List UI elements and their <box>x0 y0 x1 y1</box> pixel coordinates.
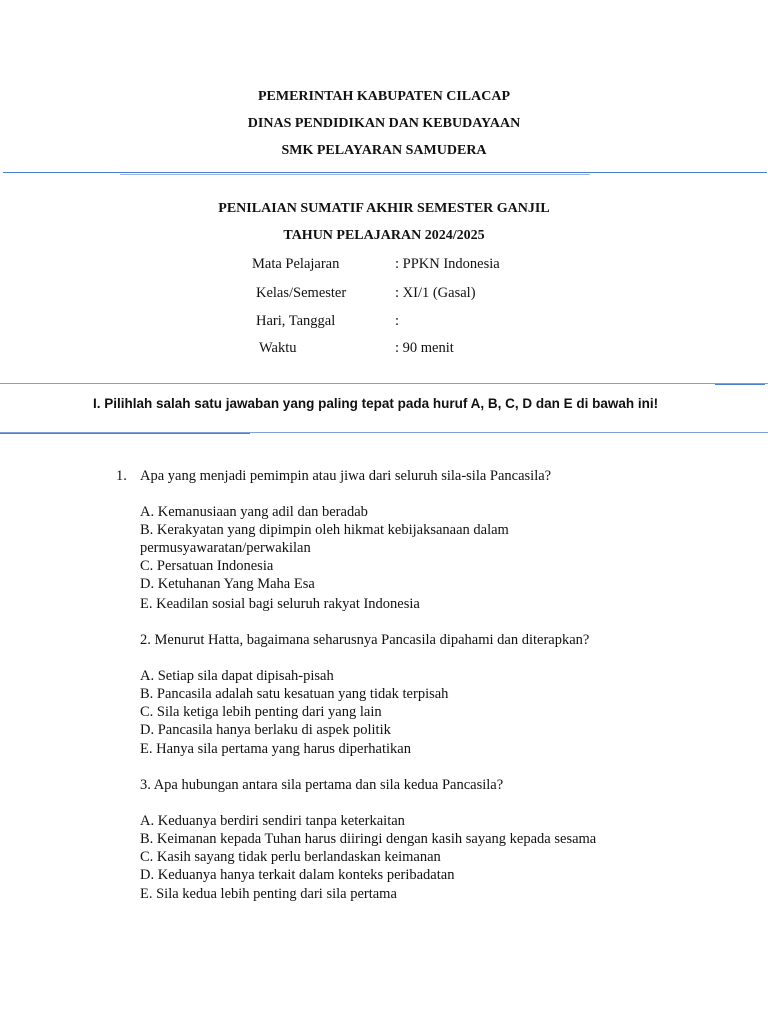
instruction-top-rule <box>0 383 768 384</box>
meta-label-class: Kelas/Semester <box>256 285 347 301</box>
question-2-option-d: D. Pancasila hanya berlaku di aspek politik <box>140 722 391 738</box>
instruction-text: I. Pilihlah salah satu jawaban yang paling tepat pada huruf A, B, C, D dan E di bawah ini! <box>93 396 659 411</box>
header-divider-shadow <box>120 174 590 175</box>
question-1-option-d: D. Ketuhanan Yang Maha Esa <box>140 576 315 592</box>
exam-title: PENILAIAN SUMATIF AKHIR SEMESTER GANJIL <box>218 201 550 216</box>
header-government: PEMERINTAH KABUPATEN CILACAP <box>257 89 510 104</box>
header-school: SMK PELAYARAN SAMUDERA <box>281 143 487 158</box>
meta-value-date: : <box>395 313 400 329</box>
question-2-option-c: C. Sila ketiga lebih penting dari yang lain <box>140 704 382 720</box>
question-2-option-e: E. Hanya sila pertama yang harus diperhatikan <box>140 741 411 757</box>
meta-value-time: : 90 menit <box>395 340 454 356</box>
header-department: DINAS PENDIDIKAN DAN KEBUDAYAAN <box>247 116 521 131</box>
question-3-text: 3. Apa hubungan antara sila pertama dan sila kedua Pancasila? <box>140 777 504 793</box>
meta-label-time: Waktu <box>259 340 297 356</box>
meta-value-subject: : PPKN Indonesia <box>395 256 500 272</box>
question-3-option-e: E. Sila kedua lebih penting dari sila pertama <box>140 886 397 902</box>
question-2-option-a: A. Setiap sila dapat dipisah-pisah <box>140 668 334 684</box>
question-1-option-b: B. Kerakyatan yang dipimpin oleh hikmat kebijaksanaan dalam permusyawaratan/perwakilan <box>140 522 509 556</box>
exam-year: TAHUN PELAJARAN 2024/2025 <box>283 228 485 243</box>
question-1-option-c: C. Persatuan Indonesia <box>140 558 274 574</box>
header-divider <box>3 172 767 173</box>
meta-label-date: Hari, Tanggal <box>256 313 336 329</box>
question-3-option-c: C. Kasih sayang tidak perlu berlandaskan keimanan <box>140 849 441 865</box>
question-1-text: Apa yang menjadi pemimpin atau jiwa dari seluruh sila-sila Pancasila? <box>140 468 552 484</box>
meta-value-class: : XI/1 (Gasal) <box>395 285 476 301</box>
question-3-option-b: B. Keimanan kepada Tuhan harus diiringi dengan kasih sayang kepada sesama <box>140 831 597 847</box>
question-2-text: 2. Menurut Hatta, bagaimana seharusnya Pancasila dipahami dan diterapkan? <box>140 632 590 648</box>
instruction-top-rule-accent <box>715 384 765 385</box>
question-1-number: 1. <box>116 468 127 484</box>
meta-label-subject: Mata Pelajaran <box>252 256 340 272</box>
question-3-option-d: D. Keduanya hanya terkait dalam konteks peribadatan <box>140 867 455 883</box>
question-1-option-a: A. Kemanusiaan yang adil dan beradab <box>140 504 368 520</box>
question-3-option-a: A. Keduanya berdiri sendiri tanpa keterkaitan <box>140 813 405 829</box>
question-1-option-e: E. Keadilan sosial bagi seluruh rakyat Indonesia <box>140 596 420 612</box>
question-2-option-b: B. Pancasila adalah satu kesatuan yang tidak terpisah <box>140 686 449 702</box>
instruction-bottom-rule-accent <box>0 433 250 434</box>
